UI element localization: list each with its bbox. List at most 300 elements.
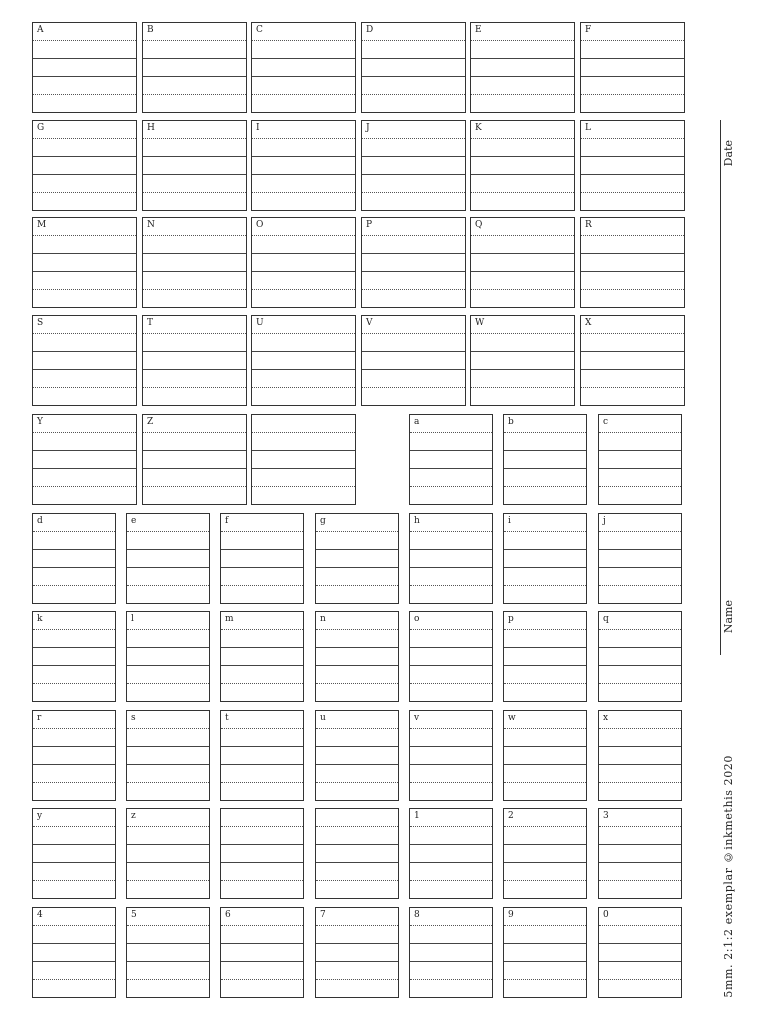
solid-guide-line [410,746,492,747]
solid-guide-line [362,253,465,254]
dotted-guide-line [316,880,398,881]
glyph-label: Q [475,220,483,230]
glyph-practice-box [503,513,587,604]
glyph-practice-box [503,907,587,998]
solid-guide-line [410,862,492,863]
solid-guide-line [504,862,586,863]
dotted-guide-line [252,289,355,290]
solid-guide-line [504,549,586,550]
glyph-practice-box [142,315,247,406]
dotted-guide-line [471,333,574,334]
glyph-label: O [256,220,264,230]
solid-guide-line [599,549,681,550]
solid-guide-line [581,369,684,370]
glyph-label: U [256,318,264,328]
dotted-guide-line [33,94,136,95]
dotted-guide-line [362,192,465,193]
dotted-guide-line [599,531,681,532]
dotted-guide-line [221,880,303,881]
dotted-guide-line [316,629,398,630]
dotted-guide-line [471,94,574,95]
glyph-practice-box [126,611,210,702]
glyph-label: v [414,713,420,723]
solid-guide-line [252,174,355,175]
dotted-guide-line [33,235,136,236]
glyph-practice-box [361,120,466,211]
solid-guide-line [504,468,586,469]
solid-guide-line [599,746,681,747]
solid-guide-line [316,764,398,765]
dotted-guide-line [504,629,586,630]
solid-guide-line [362,369,465,370]
solid-guide-line [221,549,303,550]
dotted-guide-line [252,40,355,41]
glyph-practice-box [503,808,587,899]
dotted-guide-line [581,192,684,193]
solid-guide-line [143,174,246,175]
glyph-practice-box [32,217,137,308]
dotted-guide-line [143,94,246,95]
dotted-guide-line [33,333,136,334]
glyph-practice-box [598,611,682,702]
solid-guide-line [471,156,574,157]
solid-guide-line [362,271,465,272]
dotted-guide-line [504,432,586,433]
glyph-practice-box [580,22,685,113]
solid-guide-line [504,450,586,451]
glyph-practice-box [409,414,493,505]
dotted-guide-line [127,782,209,783]
dotted-guide-line [252,333,355,334]
solid-guide-line [143,76,246,77]
solid-guide-line [33,76,136,77]
solid-guide-line [221,647,303,648]
solid-guide-line [581,271,684,272]
dotted-guide-line [33,387,136,388]
glyph-practice-box [361,22,466,113]
solid-guide-line [33,468,136,469]
glyph-label: M [37,220,47,230]
solid-guide-line [599,844,681,845]
glyph-label: B [147,25,154,35]
dotted-guide-line [471,40,574,41]
solid-guide-line [316,943,398,944]
solid-guide-line [599,468,681,469]
solid-guide-line [127,961,209,962]
solid-guide-line [599,961,681,962]
solid-guide-line [581,174,684,175]
solid-guide-line [410,764,492,765]
glyph-label: 8 [414,910,420,920]
dotted-guide-line [599,629,681,630]
glyph-label: 5 [131,910,137,920]
dotted-guide-line [504,826,586,827]
glyph-practice-box [126,513,210,604]
solid-guide-line [143,271,246,272]
dotted-guide-line [504,683,586,684]
solid-guide-line [33,862,115,863]
dotted-guide-line [127,629,209,630]
dotted-guide-line [316,925,398,926]
glyph-label: 3 [603,811,609,821]
dotted-guide-line [33,40,136,41]
dotted-guide-line [33,192,136,193]
glyph-label: J [366,123,370,133]
dotted-guide-line [504,880,586,881]
dotted-guide-line [33,826,115,827]
glyph-label: L [585,123,591,133]
solid-guide-line [127,647,209,648]
glyph-practice-box [409,513,493,604]
solid-guide-line [33,943,115,944]
dotted-guide-line [252,138,355,139]
solid-guide-line [221,943,303,944]
dotted-guide-line [316,585,398,586]
glyph-practice-box [598,907,682,998]
glyph-label: o [414,614,420,624]
solid-guide-line [127,746,209,747]
glyph-label: V [366,318,373,328]
solid-guide-line [504,567,586,568]
glyph-label: q [603,614,609,624]
dotted-guide-line [599,432,681,433]
solid-guide-line [471,351,574,352]
dotted-guide-line [362,235,465,236]
dotted-guide-line [252,387,355,388]
dotted-guide-line [127,880,209,881]
solid-guide-line [33,450,136,451]
solid-guide-line [410,844,492,845]
dotted-guide-line [252,94,355,95]
glyph-label: P [366,220,373,230]
dotted-guide-line [362,289,465,290]
dotted-guide-line [252,235,355,236]
glyph-label: a [414,417,420,427]
solid-guide-line [33,369,136,370]
dotted-guide-line [316,782,398,783]
dotted-guide-line [33,683,115,684]
solid-guide-line [33,156,136,157]
glyph-label: n [320,614,326,624]
dotted-guide-line [581,235,684,236]
solid-guide-line [581,76,684,77]
solid-guide-line [471,271,574,272]
glyph-practice-box [32,907,116,998]
glyph-label: u [320,713,326,723]
solid-guide-line [471,58,574,59]
glyph-label: N [147,220,155,230]
glyph-practice-box [251,22,356,113]
solid-guide-line [221,567,303,568]
dotted-guide-line [504,486,586,487]
glyph-practice-box [32,611,116,702]
glyph-practice-box [470,22,575,113]
solid-guide-line [316,746,398,747]
solid-guide-line [362,156,465,157]
glyph-label: t [225,713,229,723]
solid-guide-line [33,665,115,666]
solid-guide-line [410,450,492,451]
glyph-practice-box [503,710,587,801]
glyph-practice-box [315,710,399,801]
dotted-guide-line [362,333,465,334]
solid-guide-line [127,844,209,845]
solid-guide-line [33,961,115,962]
glyph-practice-box [126,710,210,801]
glyph-label: k [37,614,43,624]
glyph-practice-box [598,414,682,505]
dotted-guide-line [221,979,303,980]
dotted-guide-line [581,387,684,388]
solid-guide-line [410,961,492,962]
glyph-practice-box [315,513,399,604]
dotted-guide-line [599,979,681,980]
glyph-practice-box [251,217,356,308]
solid-guide-line [33,271,136,272]
glyph-practice-box [142,22,247,113]
date-label: Date [722,140,735,167]
dotted-guide-line [316,683,398,684]
solid-guide-line [471,253,574,254]
glyph-practice-box [251,120,356,211]
name-label: Name [722,600,735,634]
dotted-guide-line [143,138,246,139]
glyph-practice-box [251,414,356,505]
glyph-practice-box [470,120,575,211]
solid-guide-line [471,76,574,77]
solid-guide-line [504,844,586,845]
glyph-label: y [37,811,43,821]
glyph-practice-box [220,513,304,604]
glyph-label: 0 [603,910,609,920]
dotted-guide-line [581,289,684,290]
dotted-guide-line [316,531,398,532]
solid-guide-line [362,174,465,175]
glyph-practice-box [32,315,137,406]
solid-guide-line [33,58,136,59]
glyph-label: Y [37,417,43,427]
solid-guide-line [33,253,136,254]
solid-guide-line [599,862,681,863]
solid-guide-line [362,58,465,59]
dotted-guide-line [599,925,681,926]
solid-guide-line [127,764,209,765]
dotted-guide-line [362,40,465,41]
solid-guide-line [252,369,355,370]
solid-guide-line [316,961,398,962]
dotted-guide-line [33,138,136,139]
glyph-practice-box [598,808,682,899]
solid-guide-line [33,351,136,352]
dotted-guide-line [581,333,684,334]
dotted-guide-line [581,94,684,95]
solid-guide-line [33,764,115,765]
glyph-label: e [131,516,137,526]
solid-guide-line [316,665,398,666]
glyph-practice-box [220,808,304,899]
solid-guide-line [581,58,684,59]
dotted-guide-line [504,925,586,926]
glyph-practice-box [580,315,685,406]
solid-guide-line [504,647,586,648]
glyph-label: i [508,516,511,526]
solid-guide-line [599,567,681,568]
glyph-label: s [131,713,136,723]
solid-guide-line [127,665,209,666]
solid-guide-line [33,746,115,747]
solid-guide-line [252,450,355,451]
dotted-guide-line [410,585,492,586]
solid-guide-line [410,647,492,648]
dotted-guide-line [599,826,681,827]
glyph-practice-box [32,513,116,604]
solid-guide-line [599,450,681,451]
glyph-label: z [131,811,136,821]
name-date-write-line [720,120,721,655]
solid-guide-line [316,647,398,648]
solid-guide-line [33,844,115,845]
glyph-practice-box [126,808,210,899]
glyph-label: p [508,614,514,624]
dotted-guide-line [33,979,115,980]
dotted-guide-line [316,728,398,729]
dotted-guide-line [221,531,303,532]
solid-guide-line [33,567,115,568]
solid-guide-line [316,862,398,863]
glyph-label: j [603,516,606,526]
glyph-practice-box [361,217,466,308]
dotted-guide-line [599,486,681,487]
glyph-practice-box [315,611,399,702]
solid-guide-line [581,253,684,254]
solid-guide-line [252,271,355,272]
glyph-label: d [37,516,43,526]
dotted-guide-line [221,826,303,827]
dotted-guide-line [143,432,246,433]
solid-guide-line [127,943,209,944]
dotted-guide-line [221,683,303,684]
dotted-guide-line [127,585,209,586]
solid-guide-line [581,156,684,157]
solid-guide-line [471,174,574,175]
solid-guide-line [252,76,355,77]
solid-guide-line [599,943,681,944]
dotted-guide-line [33,289,136,290]
glyph-label: C [256,25,263,35]
dotted-guide-line [410,432,492,433]
dotted-guide-line [33,531,115,532]
solid-guide-line [221,844,303,845]
solid-guide-line [221,665,303,666]
dotted-guide-line [471,387,574,388]
glyph-practice-box [315,907,399,998]
dotted-guide-line [143,387,246,388]
dotted-guide-line [33,880,115,881]
glyph-label: K [475,123,482,133]
glyph-label: W [475,318,485,328]
dotted-guide-line [410,728,492,729]
solid-guide-line [33,174,136,175]
glyph-label: r [37,713,42,723]
glyph-label: G [37,123,45,133]
glyph-practice-box [470,315,575,406]
dotted-guide-line [221,728,303,729]
solid-guide-line [127,862,209,863]
glyph-practice-box [409,907,493,998]
glyph-label: S [37,318,44,328]
dotted-guide-line [127,826,209,827]
glyph-label: X [585,318,592,328]
glyph-label: f [225,516,229,526]
dotted-guide-line [410,531,492,532]
glyph-label: g [320,516,326,526]
glyph-practice-box [361,315,466,406]
solid-guide-line [599,665,681,666]
glyph-practice-box [32,808,116,899]
dotted-guide-line [127,683,209,684]
solid-guide-line [471,369,574,370]
dotted-guide-line [316,979,398,980]
solid-guide-line [33,549,115,550]
glyph-label: T [147,318,154,328]
solid-guide-line [316,549,398,550]
solid-guide-line [143,156,246,157]
dotted-guide-line [221,782,303,783]
glyph-practice-box [142,120,247,211]
glyph-practice-box [142,414,247,505]
solid-guide-line [410,943,492,944]
solid-guide-line [252,156,355,157]
solid-guide-line [362,76,465,77]
solid-guide-line [410,468,492,469]
glyph-practice-box [409,710,493,801]
solid-guide-line [143,468,246,469]
dotted-guide-line [221,629,303,630]
glyph-practice-box [598,513,682,604]
glyph-practice-box [251,315,356,406]
solid-guide-line [362,351,465,352]
dotted-guide-line [252,192,355,193]
dotted-guide-line [143,486,246,487]
dotted-guide-line [599,782,681,783]
glyph-label: 9 [508,910,514,920]
solid-guide-line [221,746,303,747]
solid-guide-line [410,567,492,568]
dotted-guide-line [471,192,574,193]
glyph-label: I [256,123,260,133]
glyph-label: F [585,25,592,35]
glyph-label: D [366,25,374,35]
dotted-guide-line [221,585,303,586]
glyph-practice-box [503,611,587,702]
glyph-practice-box [142,217,247,308]
dotted-guide-line [252,486,355,487]
solid-guide-line [252,253,355,254]
dotted-guide-line [33,629,115,630]
glyph-label: m [225,614,234,624]
dotted-guide-line [33,486,136,487]
dotted-guide-line [127,728,209,729]
glyph-practice-box [220,710,304,801]
glyph-practice-box [126,907,210,998]
glyph-practice-box [409,611,493,702]
glyph-practice-box [32,120,137,211]
glyph-practice-box [409,808,493,899]
dotted-guide-line [316,826,398,827]
solid-guide-line [504,764,586,765]
dotted-guide-line [410,880,492,881]
solid-guide-line [252,468,355,469]
